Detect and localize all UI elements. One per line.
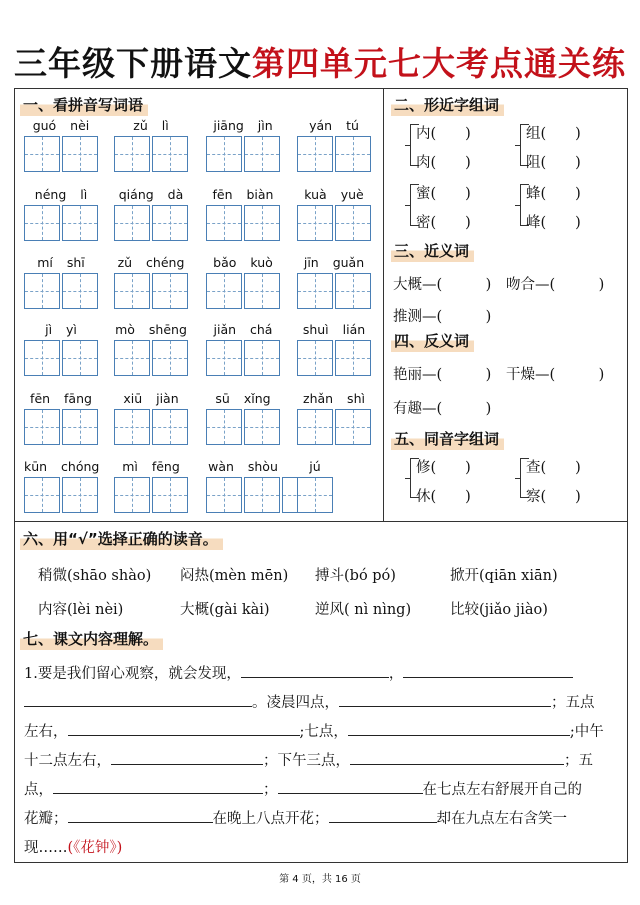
answer-blank[interactable]: 察( )	[526, 489, 581, 505]
answer-blank[interactable]: 肉( )	[416, 155, 471, 171]
passage-line: 。凌晨四点， ；五点	[24, 691, 618, 712]
fill-blank[interactable]	[329, 808, 437, 823]
passage-line: 十二点左右， ；下午三点， ；五	[24, 749, 618, 770]
reading-choice[interactable]: 掀开(qiān xiān)	[450, 568, 558, 584]
answer-blank[interactable]: 推测—( )	[393, 309, 492, 325]
pinyin-label: mí shī	[37, 255, 85, 270]
answer-blank[interactable]: 阻( )	[526, 155, 581, 171]
answer-blank[interactable]: 内( )	[416, 126, 471, 142]
pinyin-label: zǔ lì	[133, 118, 169, 133]
pinyin-label: wàn shòu	[208, 459, 278, 474]
answer-blank[interactable]: 艳丽—( )	[393, 367, 492, 383]
section5-heading: 五、同音字组词	[391, 428, 504, 450]
reading-choice[interactable]: 搏斗(bó pó)	[315, 568, 396, 584]
pinyin-label: jì yì	[45, 322, 77, 337]
fill-blank[interactable]	[24, 692, 252, 707]
writing-box[interactable]	[114, 340, 150, 376]
pinyin-label: qiáng dà	[118, 187, 184, 202]
writing-box[interactable]	[297, 477, 333, 513]
writing-box[interactable]	[152, 205, 188, 241]
page-footer: 第 4 页，共 16 页	[279, 874, 361, 885]
fill-blank[interactable]	[53, 779, 263, 794]
answer-blank[interactable]: 查( )	[526, 460, 581, 476]
reading-choice[interactable]: 内容(lèi nèi)	[38, 602, 124, 618]
fill-blank[interactable]	[348, 721, 570, 736]
writing-box[interactable]	[297, 205, 333, 241]
pinyin-label: fēn biàn	[212, 187, 274, 202]
pinyin-label: zǔ chéng	[117, 255, 185, 270]
writing-box[interactable]	[335, 273, 371, 309]
writing-box[interactable]	[206, 136, 242, 172]
answer-blank[interactable]: 大概—( )	[393, 277, 492, 293]
writing-box[interactable]	[114, 205, 150, 241]
page-title: 三年级下册语文第四单元七大考点通关练	[14, 44, 626, 83]
answer-blank[interactable]: 密( )	[416, 215, 471, 231]
writing-box[interactable]	[62, 205, 98, 241]
fill-blank[interactable]	[68, 721, 300, 736]
writing-box[interactable]	[206, 273, 242, 309]
writing-box[interactable]	[297, 136, 333, 172]
writing-box[interactable]	[62, 273, 98, 309]
writing-box[interactable]	[244, 205, 280, 241]
pinyin-label: jiāng jìn	[213, 118, 273, 133]
writing-box[interactable]	[335, 136, 371, 172]
writing-box[interactable]	[335, 340, 371, 376]
fill-blank[interactable]	[350, 750, 564, 765]
pinyin-label: jīn guǎn	[303, 255, 365, 270]
fill-blank[interactable]	[403, 663, 573, 678]
writing-box[interactable]	[114, 409, 150, 445]
section-divider	[14, 521, 628, 522]
passage-line: 点， ； 在七点左右舒展开自己的	[24, 778, 618, 799]
writing-box[interactable]	[62, 409, 98, 445]
writing-box[interactable]	[114, 273, 150, 309]
section2-heading: 二、形近字组词	[391, 94, 504, 116]
writing-box[interactable]	[114, 477, 150, 513]
passage-line: 1.要是我们留心观察，就会发现， ，	[24, 662, 618, 683]
writing-box[interactable]	[244, 409, 280, 445]
pinyin-label: xiū jiàn	[123, 391, 179, 406]
writing-box[interactable]	[152, 273, 188, 309]
section7-heading: 七、课文内容理解。	[20, 628, 163, 650]
section1-heading: 一、看拼音写词语	[20, 94, 148, 116]
answer-blank[interactable]: 有趣—( )	[393, 401, 492, 417]
writing-box[interactable]	[244, 340, 280, 376]
writing-box[interactable]	[297, 273, 333, 309]
pinyin-label: jú	[309, 459, 321, 474]
answer-blank[interactable]: 峰( )	[526, 215, 581, 231]
pinyin-label: kuà yuè	[304, 187, 364, 202]
pinyin-label: jiǎn chá	[213, 322, 273, 337]
writing-box[interactable]	[297, 409, 333, 445]
writing-box[interactable]	[297, 340, 333, 376]
writing-box[interactable]	[244, 136, 280, 172]
reading-choice[interactable]: 大概(gài kài)	[180, 602, 270, 618]
pinyin-label: fēn fāng	[30, 391, 92, 406]
answer-blank[interactable]: 吻合—( )	[506, 277, 605, 293]
writing-box[interactable]	[24, 273, 60, 309]
pinyin-label: guó nèi	[32, 118, 90, 133]
section3-heading: 三、近义词	[391, 240, 474, 262]
writing-box[interactable]	[335, 205, 371, 241]
writing-box[interactable]	[24, 409, 60, 445]
pinyin-label: mò shēng	[115, 322, 187, 337]
writing-box[interactable]	[62, 477, 98, 513]
reading-choice[interactable]: 逆风( nì nìng)	[315, 602, 412, 618]
writing-box[interactable]	[335, 409, 371, 445]
answer-blank[interactable]: 修( )	[416, 460, 471, 476]
fill-blank[interactable]	[339, 692, 551, 707]
fill-blank[interactable]	[278, 779, 423, 794]
writing-box[interactable]	[62, 136, 98, 172]
fill-blank[interactable]	[68, 808, 213, 823]
pinyin-label: zhǎn shì	[303, 391, 365, 406]
writing-box[interactable]	[114, 136, 150, 172]
writing-box[interactable]	[244, 477, 280, 513]
writing-box[interactable]	[24, 340, 60, 376]
writing-box[interactable]	[24, 205, 60, 241]
answer-blank[interactable]: 组( )	[526, 126, 581, 142]
writing-box[interactable]	[152, 136, 188, 172]
writing-box[interactable]	[206, 477, 242, 513]
writing-box[interactable]	[206, 205, 242, 241]
writing-box[interactable]	[206, 340, 242, 376]
writing-box[interactable]	[24, 136, 60, 172]
pinyin-label: néng lì	[34, 187, 88, 202]
writing-box[interactable]	[206, 409, 242, 445]
pinyin-label: sū xǐng	[215, 391, 271, 406]
reading-choice[interactable]: 稍微(shāo shào)	[38, 568, 152, 584]
reading-choice[interactable]: 比较(jiǎo jiào)	[450, 602, 548, 618]
writing-box[interactable]	[24, 477, 60, 513]
writing-box[interactable]	[62, 340, 98, 376]
pinyin-label: shuì lián	[302, 322, 366, 337]
passage-line: 左右， ;七点， ;中午	[24, 720, 618, 741]
passage-line: 现……(《花钟》)	[24, 840, 123, 856]
section4-heading: 四、反义词	[391, 330, 474, 352]
reading-choice[interactable]: 闷热(mèn mēn)	[180, 568, 289, 584]
section6-heading: 六、用“√”选择正确的读音。	[20, 528, 223, 550]
writing-box[interactable]	[152, 340, 188, 376]
source-title: (《花钟》)	[67, 840, 123, 856]
pinyin-label: mì fēng	[122, 459, 180, 474]
answer-blank[interactable]: 蜜( )	[416, 186, 471, 202]
passage-line: 花瓣； 在晚上八点开花； 却在九点左右含笑一	[24, 807, 618, 828]
answer-blank[interactable]: 干燥—( )	[506, 367, 605, 383]
writing-box[interactable]	[244, 273, 280, 309]
answer-blank[interactable]: 蜂( )	[526, 186, 581, 202]
writing-box[interactable]	[152, 477, 188, 513]
writing-box[interactable]	[152, 409, 188, 445]
column-divider	[383, 88, 384, 521]
fill-blank[interactable]	[241, 663, 389, 678]
answer-blank[interactable]: 休( )	[416, 489, 471, 505]
pinyin-label: bǎo kuò	[213, 255, 273, 270]
pinyin-label: yán tú	[309, 118, 359, 133]
pinyin-label: kūn chóng	[24, 459, 100, 474]
fill-blank[interactable]	[111, 750, 263, 765]
